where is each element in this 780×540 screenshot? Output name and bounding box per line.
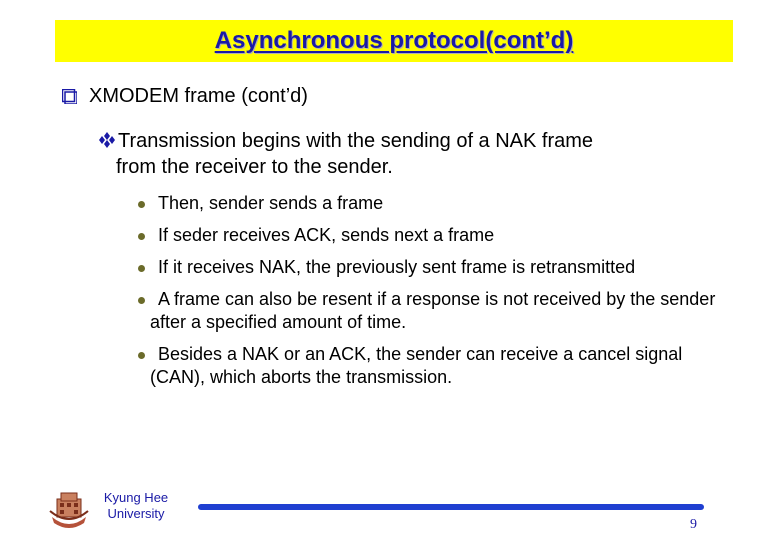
level2-paragraph — [98, 128, 738, 180]
level1-heading — [62, 83, 308, 109]
footer-divider — [198, 504, 704, 510]
bullet-text: A frame can also be resent if a response is not received by the sender after a specified amount of time. — [150, 289, 716, 332]
bullet-text: Besides a NAK or an ACK, the sender can receive a cancel signal (CAN), which aborts the transmission. — [150, 344, 683, 387]
university-line1: Kyung Hee — [103, 490, 169, 505]
slide-title: Asynchronous protocol(cont’d) — [214, 27, 574, 54]
bullet-item — [138, 192, 738, 215]
round-bullet-icon — [138, 265, 145, 272]
bullet-item — [138, 256, 738, 279]
round-bullet-icon — [138, 352, 145, 359]
bullet-item — [138, 224, 738, 247]
level2-line2: from the receiver to the sender. — [116, 156, 393, 178]
round-bullet-icon — [138, 297, 145, 304]
level2-line1: Transmission begins with the sending of a NAK frame — [118, 130, 594, 152]
round-bullet-icon — [138, 233, 145, 240]
university-line2: University — [107, 506, 165, 521]
four-diamond-icon — [98, 132, 116, 148]
checkbox-square-icon — [62, 89, 77, 104]
bullet-item — [138, 343, 738, 389]
bullet-text: Then, sender sends a frame — [158, 193, 384, 213]
level1-text: XMODEM frame (cont’d) — [89, 85, 308, 107]
university-name — [96, 490, 176, 522]
bullet-item — [138, 288, 738, 334]
bullet-text: If it receives NAK, the previously sent frame is retransmitted — [158, 257, 636, 277]
title-bar — [55, 20, 733, 62]
page-number: 9 — [690, 517, 697, 532]
university-seal-icon — [48, 487, 90, 529]
bullet-text: If seder receives ACK, sends next a frame — [158, 225, 495, 245]
bullet-list — [138, 192, 738, 389]
round-bullet-icon — [138, 201, 145, 208]
